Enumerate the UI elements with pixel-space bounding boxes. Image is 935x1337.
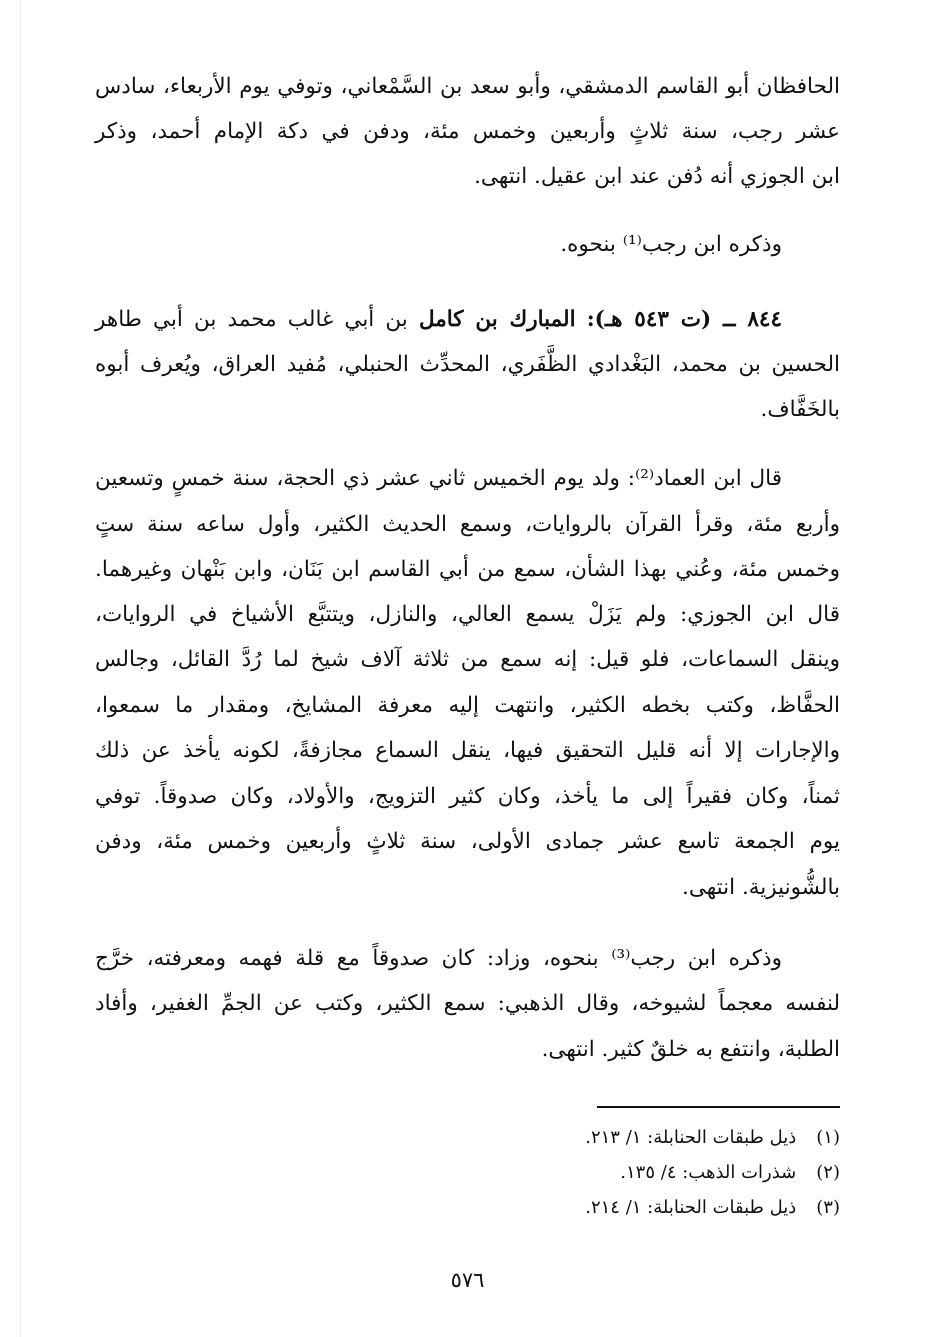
text-line: عشر رجب، سنة ثلاثٍ وأربعين وخمس مئة، ودفن في دكة الإمام أحمد، وذكر [95, 119, 840, 144]
entry-number: ٨٤٤ ــ (ت ٥٤٣ هـ): [586, 307, 783, 332]
text-line: وينقل السماعات، فلو قيل: إنه سمع من ثلاثة آلاف شيخ لما رُدَّ القائل، وجالس [95, 647, 840, 672]
footnote-text: شذرات الذهب: ٤/ ١٣٥. [620, 1162, 797, 1183]
text-line: وخمس مئة، وعُني بهذا الشأن، سمع من أبي القاسم ابن بَنَان، وابن بَنْهان وغيرهما. [95, 557, 840, 582]
text-line: والإجارات إلا أنه قليل التحقيق فيها، ينقل السماع مجازفةً، لكونه يأخذ عن ذلك [95, 738, 840, 763]
text-line: بالشُّونيزية. انتهى. [682, 875, 840, 900]
footnote [300, 1195, 840, 1221]
footnote-number: (٣) [816, 1197, 840, 1218]
text-line: ابن الجوزي أنه دُفن عند ابن عقيل. انتهى. [474, 164, 840, 189]
footnote [300, 1160, 840, 1186]
footnote-number: (١) [816, 1127, 840, 1148]
footnote-text: ذيل طبقات الحنابلة: ١/ ٢١٤. [585, 1197, 797, 1218]
footnote-separator [597, 1106, 840, 1108]
text-line: وأربع مئة، وقرأ القرآن بالروايات، وسمع الحديث الكثير، وأول ساعه سنة ستٍ [95, 512, 840, 537]
text-line: يوم الجمعة تاسع عشر جمادى الأولى، سنة ثلاثٍ وأربعين وخمس مئة، ودفن [95, 829, 840, 854]
footnote-text: ذيل طبقات الحنابلة: ١/ ٢١٣. [585, 1127, 797, 1148]
page-edge-line [20, 0, 21, 1337]
text-line: قال ابن العماد⁽²⁾: ولد يوم الخميس ثاني عشر ذي الحجة، سنة خمسٍ وتسعين [95, 466, 782, 491]
text-line: الطلبة، وانتفع به خلقٌ كثير. انتهى. [541, 1037, 840, 1062]
text-line: قال ابن الجوزي: ولم يَزَلْ يسمع العالي، والنازل، ويتتبَّع الأشياخ في الروايات، [95, 602, 840, 627]
text-line: ثمناً، وكان فقيراً إلى ما يأخذ، وكان كثير التزويج، والأولاد، وكان صدوقاً. توفي [95, 784, 840, 809]
text-line: الحافظان أبو القاسم الدمشقي، وأبو سعد بن السَّمْعاني، وتوفي يوم الأربعاء، سادس [95, 74, 840, 99]
text-line: بالخَفَّاف. [760, 397, 840, 422]
entry-heading-line [95, 303, 840, 337]
entry-name: المبارك بن كامل [418, 307, 576, 332]
entry-heading-rest: بن أبي غالب محمد بن أبي طاهر [95, 307, 408, 332]
page-number: ٥٧٦ [450, 1268, 485, 1292]
text-line: الحفَّاظ، وكتب بخطه الكثير، وانتهت إليه معرفة المشايخ، ومقدار ما سمعوا، [95, 693, 840, 718]
footnote-number: (٢) [816, 1162, 840, 1183]
text-line: وذكره ابن رجب⁽¹⁾ بنحوه. [560, 232, 782, 257]
text-line: الحسين بن محمد، البَغْدادي الظَّفَري، المحدِّث الحنبلي، مُفيد العراق، ويُعرف أبوه [95, 352, 840, 377]
footnote [300, 1125, 840, 1151]
text-line: لنفسه معجماً لشيوخه، وقال الذهبي: سمع الكثير، وكتب عن الجمِّ الغفير، وأفاد [95, 991, 840, 1016]
text-line: وذكره ابن رجب⁽³⁾ بنحوه، وزاد: كان صدوقاً مع قلة فهمه ومعرفته، خرَّج [95, 946, 782, 971]
